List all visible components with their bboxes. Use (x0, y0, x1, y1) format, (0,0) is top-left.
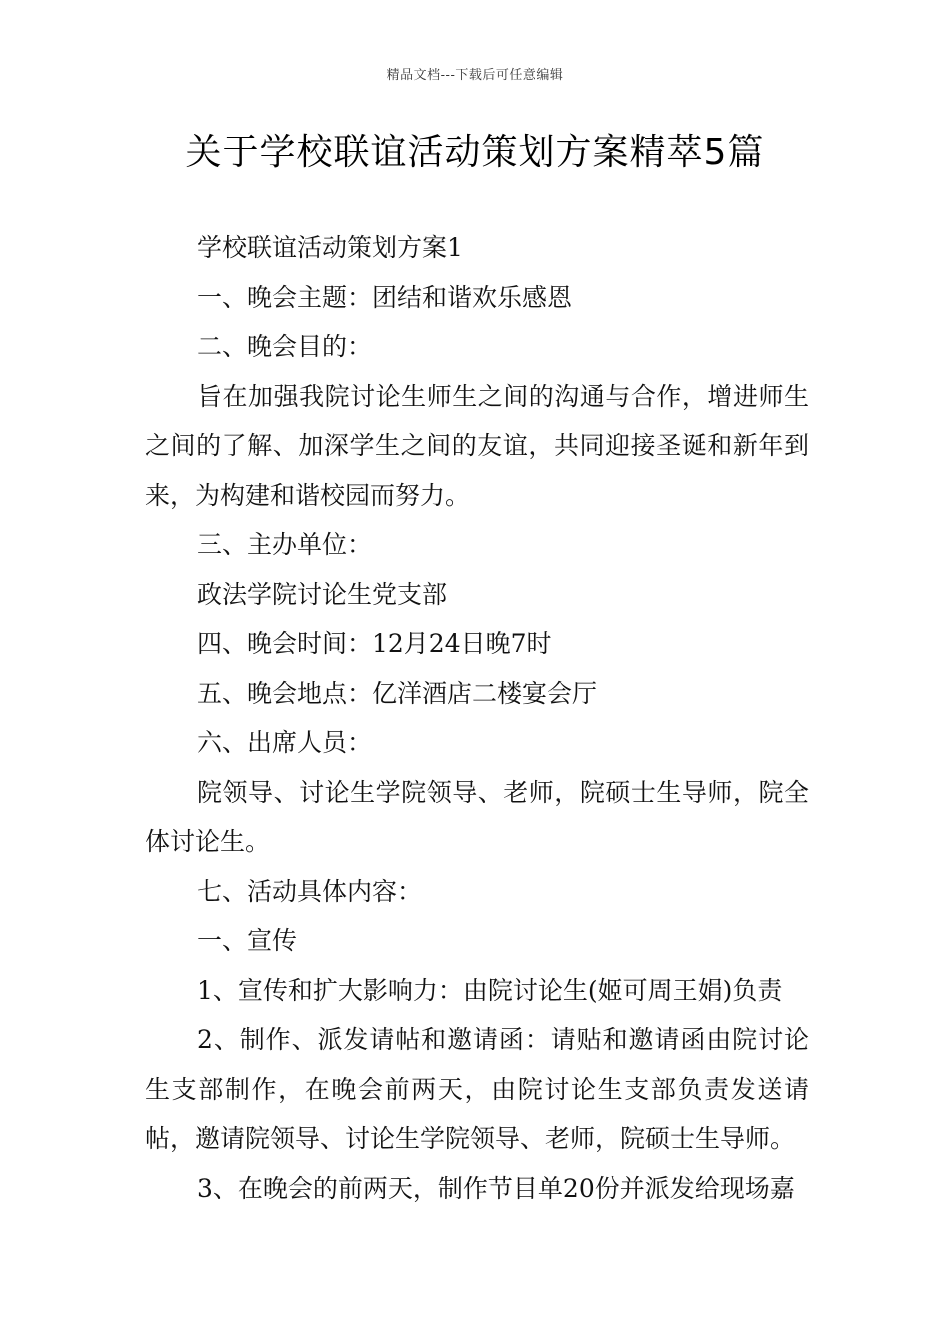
paragraph: 一、宣传 (197, 926, 298, 955)
document-body (145, 223, 809, 1213)
paragraph: 学校联谊活动策划方案1 (197, 233, 463, 262)
paragraph: 旨在加强我院讨论生师生之间的沟通与合作，增进师生之间的了解、加深学生之间的友谊，共同迎接圣诞和新年到来，为构建和谐校园而努力。 (145, 381, 809, 510)
paragraph: 3、在晚会的前两天，制作节目单20份并派发给现场嘉 (197, 1173, 795, 1203)
paragraph: 一、晚会主题：团结和谐欢乐感恩 (197, 282, 573, 312)
paragraph: 五、晚会地点：亿洋酒店二楼宴会厅 (197, 678, 598, 708)
paragraph: 2、制作、派发请帖和邀请函：请贴和邀请函由院讨论生支部制作，在晚会前两天，由院讨论生支部负责发送请帖，邀请院领导、讨论生学院领导、老师，院硕士生导师。 (145, 1025, 809, 1153)
document-title: 关于学校联谊活动策划方案精萃5篇 (185, 132, 765, 173)
paragraph: 四、晚会时间：12月24日晚7时 (197, 629, 552, 658)
header-note: 精品文档---下载后可任意编辑 (386, 68, 564, 83)
paragraph: 六、出席人员： (197, 728, 373, 757)
paragraph: 1、宣传和扩大影响力：由院讨论生(姬可周王娟)负责 (197, 975, 783, 1005)
paragraph: 院领导、讨论生学院领导、老师，院硕士生导师，院全体讨论生。 (145, 777, 809, 856)
paragraph: 三、主办单位： (197, 530, 373, 559)
paragraph: 政法学院讨论生党支部 (197, 579, 448, 609)
paragraph: 二、晚会目的： (197, 332, 373, 361)
paragraph: 七、活动具体内容： (197, 876, 423, 906)
